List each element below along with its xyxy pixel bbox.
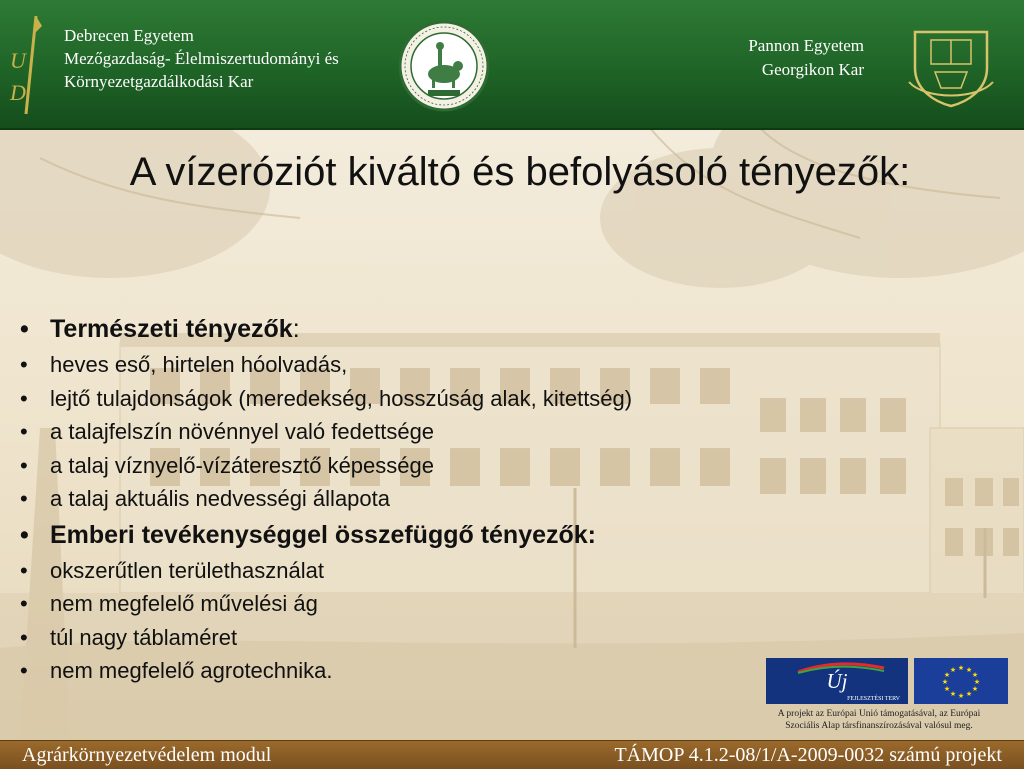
- slide-title: A vízeróziót kiváltó és befolyásoló tényezők:: [129, 150, 911, 194]
- funding-logos: [766, 658, 1008, 706]
- funding-note-line-1: A projekt az Európai Unió támogatásával, az Európai: [777, 709, 981, 719]
- list-heading-colon: :: [292, 315, 300, 343]
- swoosh-icon: [796, 662, 886, 674]
- svg-text:★: ★: [943, 671, 951, 679]
- svg-text:★: ★: [971, 671, 979, 679]
- list-item: • heves eső, hirtelen hóolvadás,: [14, 348, 834, 382]
- svg-text:U: U: [10, 48, 26, 73]
- right-institution-line-2: Georgikon Kar: [761, 60, 864, 79]
- list-item: • lejtő tulajdonságok (meredekség, hosszúság alak, kitettség): [14, 382, 834, 416]
- list-item: • nem megfelelő művelési ág: [14, 587, 834, 621]
- uj-magyarorszag-logo: [766, 658, 908, 704]
- funding-note-line-2: Szociális Alap társfinanszírozásával valósul meg.: [785, 721, 973, 731]
- right-institution-line-1: Pannon Egyetem: [748, 36, 864, 55]
- left-institution-line-3: Környezetgazdálkodási Kar: [64, 72, 254, 91]
- umft-logo-text: Új: [826, 669, 848, 693]
- svg-text:D: D: [10, 80, 26, 105]
- svg-text:★: ★: [943, 685, 951, 693]
- svg-text:★: ★: [941, 678, 949, 686]
- list-item: • a talajfelszín növénnyel való fedettsége: [14, 415, 834, 449]
- list-item: • a talaj víznyelő-vízáteresztő képessége: [14, 449, 834, 483]
- left-institution-name: [64, 24, 339, 93]
- umft-logo-subtext: FEJLESZTÉSI TERV: [847, 696, 900, 702]
- header-banner: [0, 0, 1024, 130]
- list-heading-text: Természeti tényezők: [50, 315, 293, 343]
- svg-text:★: ★: [965, 690, 973, 698]
- factor-list: [14, 310, 834, 688]
- list-item: • túl nagy táblaméret: [14, 621, 834, 655]
- footer-project-id: TÁMOP 4.1.2-08/1/A-2009-0032 számú projekt: [614, 744, 1002, 766]
- right-institution-name: [748, 34, 864, 82]
- svg-text:★: ★: [973, 678, 981, 686]
- svg-text:★: ★: [957, 664, 965, 672]
- svg-text:★: ★: [957, 692, 965, 700]
- ud-logo-icon: [6, 10, 54, 120]
- svg-text:★: ★: [971, 685, 979, 693]
- footer-module-name: Agrárkörnyezetvédelem modul: [22, 744, 272, 766]
- list-item: • a talaj aktuális nedvességi állapota: [14, 482, 834, 516]
- svg-text:★: ★: [949, 690, 957, 698]
- left-institution-line-1: Debrecen Egyetem: [64, 26, 194, 45]
- debrecen-seal-icon: [398, 20, 490, 112]
- list-item: • nem megfelelő agrotechnika.: [14, 654, 834, 688]
- list-heading: [14, 310, 834, 348]
- svg-text:★: ★: [965, 666, 973, 674]
- funding-note: [744, 708, 1014, 732]
- svg-text:★: ★: [949, 666, 957, 674]
- left-institution-line-2: Mezőgazdaság- Élelmiszertudományi és: [64, 49, 339, 68]
- list-item: • okszerűtlen területhasználat: [14, 554, 834, 588]
- list-heading-text: Emberi tevékenységgel összefüggő tényezők:: [50, 520, 597, 549]
- list-heading: [14, 516, 834, 554]
- pannon-crest-icon: [905, 18, 997, 110]
- footer-bar: [0, 740, 1024, 769]
- eu-flag-icon: [914, 658, 1008, 704]
